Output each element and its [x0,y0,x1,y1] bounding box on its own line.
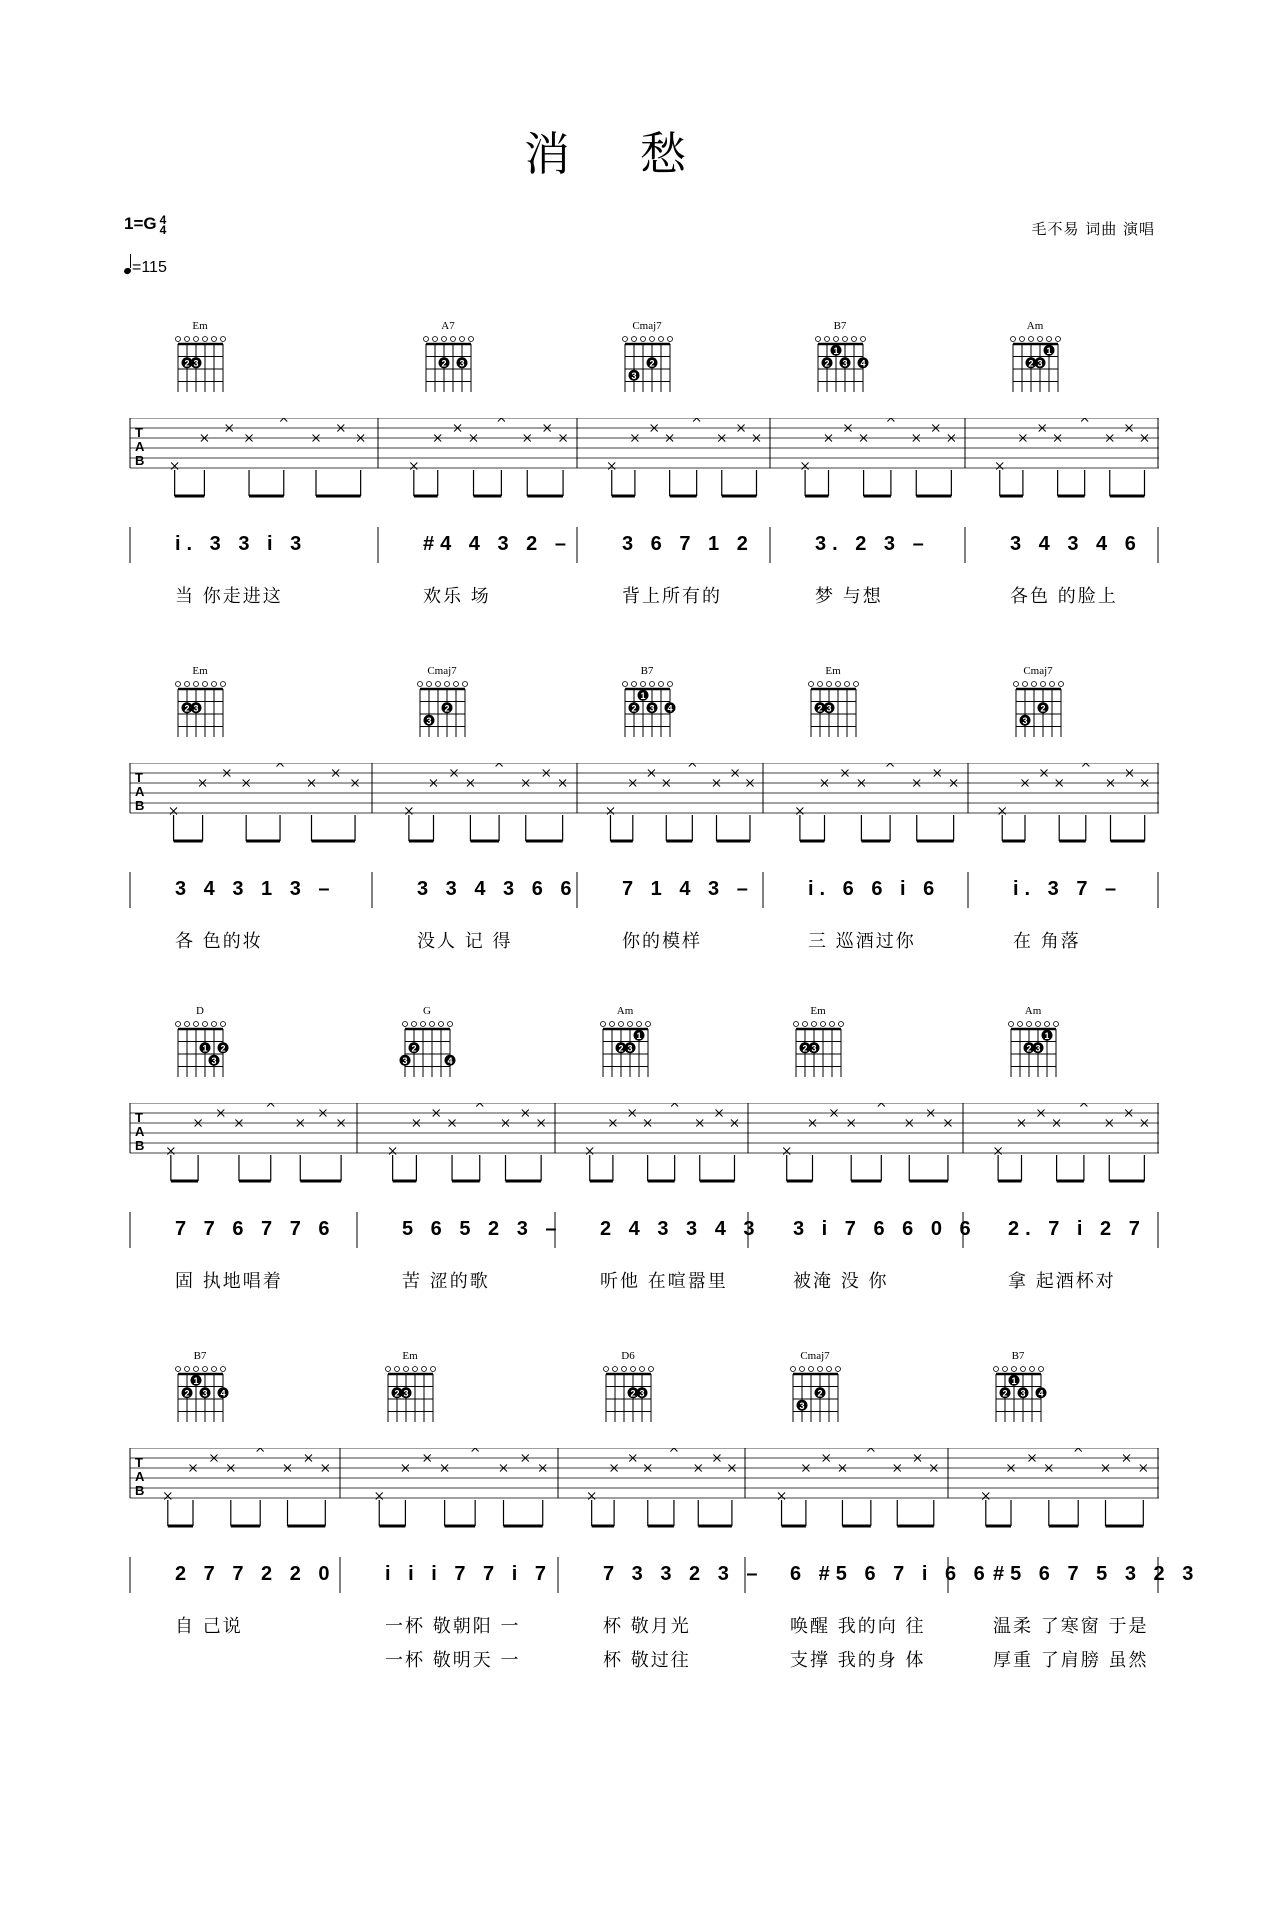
lyric-line: 各 色的妆 [175,931,263,952]
svg-text:2: 2 [1028,358,1034,369]
key-label: 1=G [124,214,157,233]
notation-measure: 5 6 5 2 3 – [402,1218,563,1240]
svg-text:3: 3 [649,703,655,714]
svg-text:2: 2 [1002,1388,1008,1399]
chord-name: Cmaj7 [800,1350,830,1362]
svg-text:2: 2 [441,358,447,369]
notation-measure: i. 6 6 i 6 [808,878,941,900]
notation-measure: #5 6 7 5 3 2 3 [993,1563,1200,1585]
svg-text:1: 1 [1046,345,1052,356]
notation-measure: 2. 7 i 2 7 [1008,1218,1146,1240]
svg-text:3: 3 [426,715,432,726]
svg-text:2: 2 [220,1043,226,1054]
notation-measure: 3 4 3 1 3 – [175,878,336,900]
notation-measure: 2 4 3 3 4 3 [600,1218,761,1240]
svg-text:3: 3 [1037,358,1043,369]
svg-text:4: 4 [667,703,673,714]
notation-barlines [125,1557,1185,1599]
notation-measure: 7 3 3 2 3 – [603,1563,764,1585]
chord-name: Cmaj7 [632,320,662,332]
lyric-line: 在 角落 [1013,931,1081,952]
svg-text:3: 3 [459,358,465,369]
svg-text:1: 1 [193,1375,199,1386]
lyric-line: 拿 起酒杯对 [1008,1271,1116,1292]
svg-text:3: 3 [627,1043,633,1054]
svg-text:A: A [135,1124,145,1139]
svg-text:2: 2 [444,703,450,714]
tempo-value: =115 [132,259,167,276]
svg-text:2: 2 [817,703,823,714]
lyric-line: 温柔 了寒窗 于是 [993,1616,1149,1637]
svg-text:1: 1 [636,1030,642,1041]
meter-top: 4 [159,212,167,227]
chord-name: Am [616,1005,634,1017]
svg-text:2: 2 [1026,1043,1032,1054]
svg-text:3: 3 [1035,1043,1041,1054]
lyric-line-2: 支撑 我的身 体 [790,1650,926,1671]
svg-text:4: 4 [860,358,866,369]
lyric-line: 杯 敬月光 [603,1616,691,1637]
svg-text:1: 1 [1044,1030,1050,1041]
lyric-line: 唤醒 我的向 往 [790,1616,926,1637]
chord-name: Em [402,1350,418,1362]
song-title: 消愁 [524,127,756,181]
svg-text:2: 2 [630,1388,636,1399]
notation-measure: 6 #5 6 7 i 6 6 [790,1563,991,1585]
notation-barlines [125,1212,1185,1254]
svg-text:2: 2 [184,703,190,714]
svg-text:2: 2 [824,358,830,369]
chord-name: G [423,1005,431,1017]
lyric-line: 你的模样 [622,931,702,952]
notation-measure: 3 6 7 1 2 [622,533,754,555]
tempo-marking [124,258,167,277]
svg-text:T: T [135,425,143,440]
chord-name: Em [810,1005,826,1017]
svg-text:4: 4 [220,1388,226,1399]
lyric-line: 固 执地唱着 [175,1271,283,1292]
svg-text:1: 1 [202,1043,208,1054]
notation-measure: i. 3 7 – [1013,878,1123,900]
lyric-line: 背上所有的 [622,586,722,607]
notation-measure: 3 4 3 4 6 [1010,533,1142,555]
svg-text:3: 3 [639,1388,645,1399]
svg-text:A: A [135,439,145,454]
svg-text:3: 3 [811,1043,817,1054]
lyric-line: 没人 记 得 [417,931,513,952]
svg-text:1: 1 [833,345,839,356]
notation-barlines [125,872,1185,914]
chord-name: Cmaj7 [427,665,457,677]
notation-measure: 3 3 4 3 6 6 [417,878,578,900]
svg-text:B: B [135,1483,145,1498]
lyric-line: 被淹 没 你 [793,1271,889,1292]
chord-name: Cmaj7 [1023,665,1053,677]
svg-text:T: T [135,770,143,785]
chord-name: D [196,1005,204,1017]
svg-text:2: 2 [631,703,637,714]
svg-text:3: 3 [403,1388,409,1399]
svg-text:2: 2 [802,1043,808,1054]
chord-name: Em [192,665,208,677]
notation-measure: 3 i 7 6 6 0 6 [793,1218,977,1240]
svg-text:3: 3 [842,358,848,369]
svg-text:2: 2 [184,1388,190,1399]
svg-text:2: 2 [618,1043,624,1054]
chord-name: Em [825,665,841,677]
svg-text:B: B [135,798,145,813]
svg-text:3: 3 [826,703,832,714]
svg-text:2: 2 [411,1043,417,1054]
key-signature [124,214,166,235]
svg-text:2: 2 [817,1388,823,1399]
svg-text:B: B [135,1138,145,1153]
tab-staff [125,1448,1165,1538]
notation-barlines [125,527,1185,569]
chord-name: B7 [640,665,654,677]
svg-text:4: 4 [1038,1388,1044,1399]
chord-name: B7 [833,320,847,332]
svg-text:3: 3 [193,703,199,714]
chord-name: Am [1026,320,1044,332]
chord-name: D6 [621,1350,635,1362]
svg-text:A: A [135,784,145,799]
tab-staff [125,1103,1165,1193]
lyric-line: 自 己说 [175,1616,243,1637]
svg-text:3: 3 [1022,715,1028,726]
tab-staff [125,418,1165,508]
lyric-line-2: 杯 敬过往 [603,1650,691,1671]
svg-text:3: 3 [402,1055,408,1066]
lyric-line: 各色 的脸上 [1010,586,1118,607]
svg-text:1: 1 [640,690,646,701]
svg-text:3: 3 [1020,1388,1026,1399]
svg-text:T: T [135,1455,143,1470]
notation-measure: 7 1 4 3 – [622,878,754,900]
chord-name: Em [192,320,208,332]
notation-measure: #4 4 3 2 – [423,533,572,555]
chord-name: B7 [1011,1350,1025,1362]
lyric-line: 听他 在喧嚣里 [600,1271,728,1292]
svg-text:2: 2 [1040,703,1046,714]
lyric-line: 梦 与想 [815,586,883,607]
svg-text:A: A [135,1469,145,1484]
lyric-line: 当 你走进这 [175,586,283,607]
lyric-line-2: 厚重 了肩膀 虽然 [993,1650,1149,1671]
svg-text:2: 2 [394,1388,400,1399]
notation-measure: i. 3 3 i 3 [175,533,308,555]
tab-staff [125,763,1165,853]
svg-text:3: 3 [631,370,637,381]
svg-text:3: 3 [799,1400,805,1411]
chord-name: Am [1024,1005,1042,1017]
svg-text:3: 3 [211,1055,217,1066]
quarter-note-icon [123,267,132,275]
svg-text:2: 2 [649,358,655,369]
chord-name: A7 [441,320,455,332]
notation-measure: i i i 7 7 i 7 [385,1563,552,1585]
svg-text:3: 3 [202,1388,208,1399]
credit-line: 毛不易 词曲 演唱 [1031,220,1155,238]
notation-measure: 7 7 6 7 7 6 [175,1218,336,1240]
svg-text:3: 3 [193,358,199,369]
lyric-line: 苦 涩的歌 [402,1271,490,1292]
lyric-line-2: 一杯 敬明天 一 [385,1650,521,1671]
svg-text:2: 2 [184,358,190,369]
svg-text:T: T [135,1110,143,1125]
lyric-line: 三 巡酒过你 [808,931,916,952]
svg-text:1: 1 [1011,1375,1017,1386]
notation-measure: 2 7 7 2 2 0 [175,1563,336,1585]
meter-bottom: 4 [159,222,167,237]
svg-text:4: 4 [447,1055,453,1066]
time-signature [159,212,167,237]
lyric-line: 欢乐 场 [423,586,491,607]
svg-text:B: B [135,453,145,468]
notation-measure: 3. 2 3 – [815,533,930,555]
chord-name: B7 [193,1350,207,1362]
lyric-line: 一杯 敬朝阳 一 [385,1616,521,1637]
